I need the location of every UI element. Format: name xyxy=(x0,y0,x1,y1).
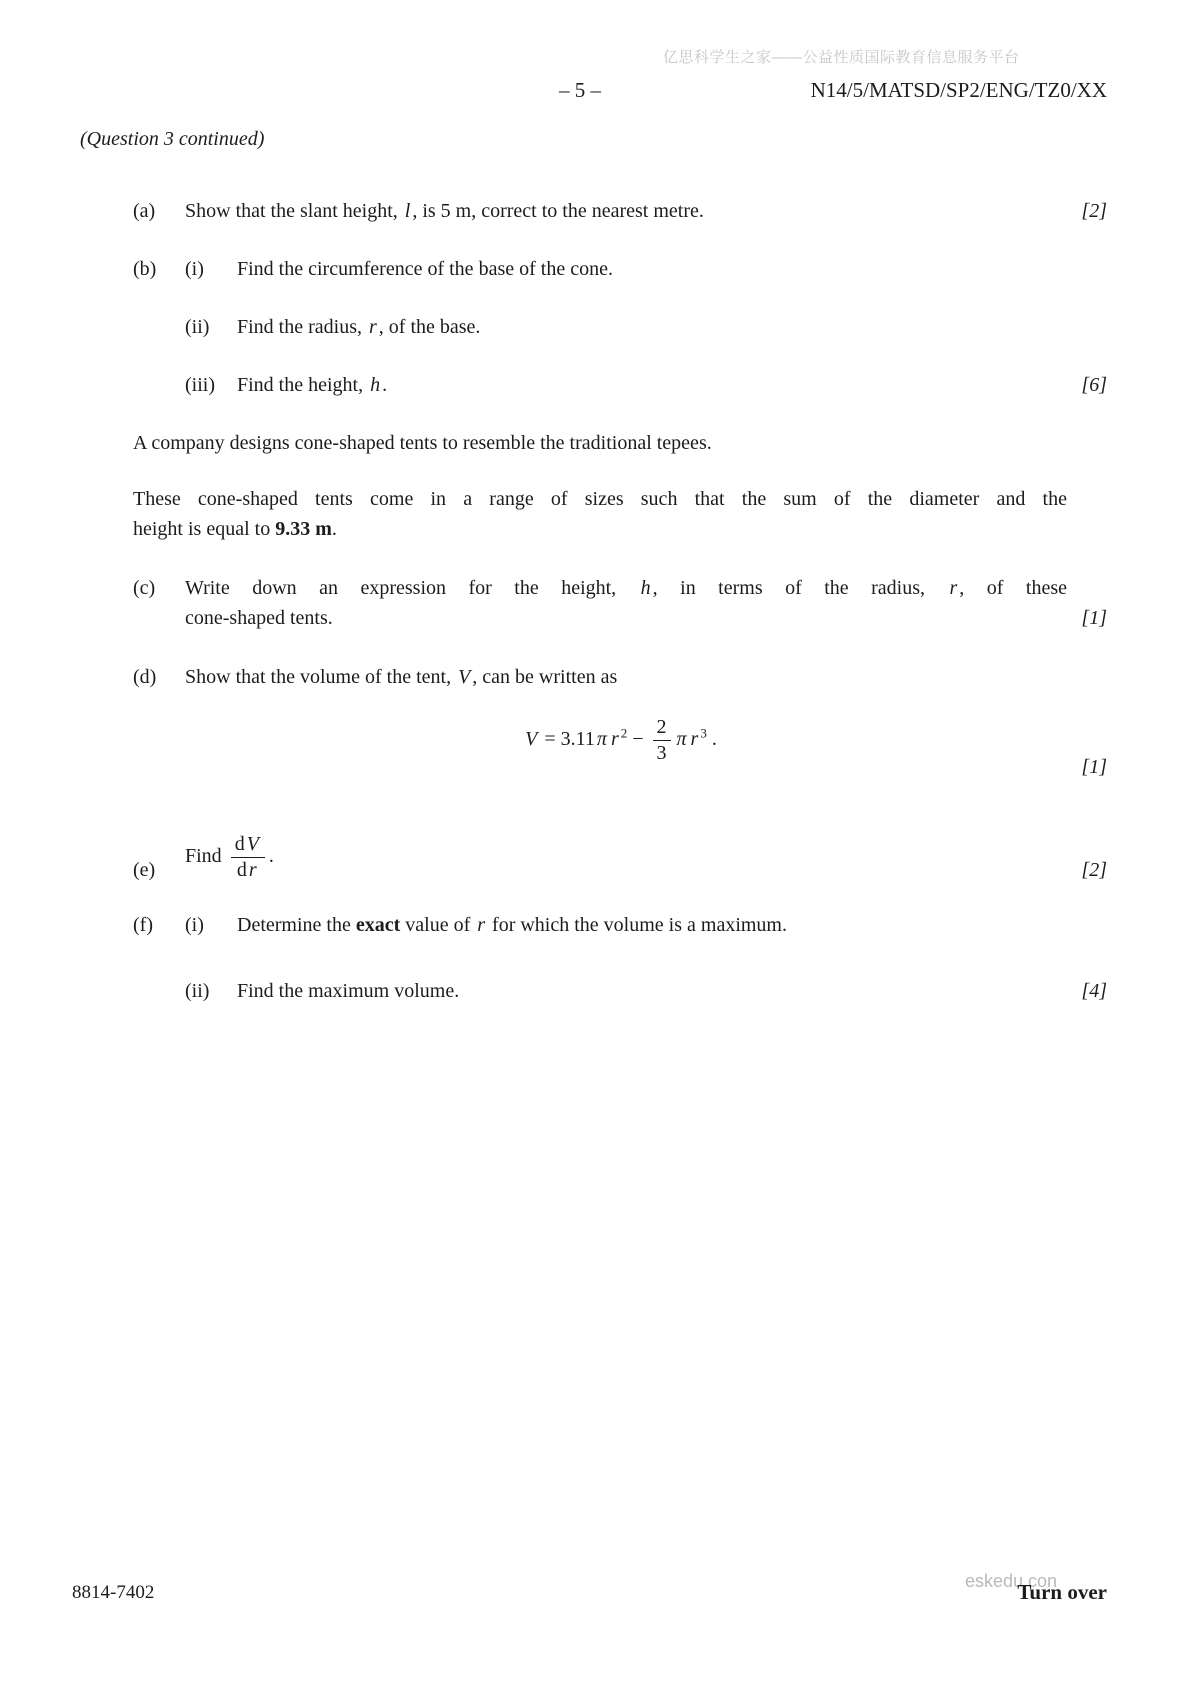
part-b-ii-text-post: , of the base. xyxy=(378,316,481,338)
part-c-var-r: r xyxy=(949,577,958,599)
part-f-marks: [4] xyxy=(1081,980,1107,1002)
part-d-label: (d) xyxy=(133,666,157,688)
part-b-i-row xyxy=(133,254,1107,284)
part-a-label: (a) xyxy=(133,200,156,222)
derivative-d-top: d xyxy=(234,833,245,855)
part-a-row xyxy=(133,196,1107,226)
part-c-marks: [1] xyxy=(1081,607,1107,629)
part-b-iii-label: (iii) xyxy=(185,374,215,396)
part-b-marks: [6] xyxy=(1081,374,1107,396)
part-f-ii-row xyxy=(133,976,1107,1006)
part-f-i-label: (i) xyxy=(185,914,204,936)
paragraph-sizes-line2 xyxy=(133,514,1107,544)
part-b-iii-text xyxy=(237,370,1107,400)
part-c-text-line2: cone-shaped tents. xyxy=(185,607,333,629)
part-a-var-l: l xyxy=(404,200,411,222)
paragraph-sizes-line2-pre: height is equal to xyxy=(133,518,276,540)
part-c-text-mid: , in terms of the radius, xyxy=(652,577,948,599)
formula-var-r-1: r xyxy=(610,728,619,751)
formula-pi-1: π xyxy=(596,728,607,751)
footer-paper-ref: 8814-7402 xyxy=(72,1582,155,1603)
derivative-denominator xyxy=(231,858,265,882)
formula-var-v: V xyxy=(525,728,538,751)
fraction-denominator: 3 xyxy=(656,742,667,764)
paragraph-sizes xyxy=(133,484,1107,544)
derivative-d-bottom: d xyxy=(236,859,247,881)
part-f-i-row xyxy=(133,910,1107,940)
part-c-row xyxy=(133,573,1107,633)
part-d-var-v: V xyxy=(458,666,471,688)
page-number: – 5 – xyxy=(559,78,601,102)
part-b-i-text: Find the circumference of the base of the cone. xyxy=(237,258,613,280)
part-c-var-h: h xyxy=(640,577,651,599)
formula-period: . xyxy=(706,728,717,751)
paper-code: N14/5/MATSD/SP2/ENG/TZ0/XX xyxy=(810,78,1107,102)
formula-fraction xyxy=(653,716,671,765)
formula-minus: − xyxy=(627,728,649,751)
part-d-text-post: , can be written as xyxy=(472,666,618,688)
derivative-var-r: r xyxy=(248,859,257,881)
derivative-var-v: V xyxy=(246,833,259,855)
derivative-fraction xyxy=(231,833,265,882)
part-f-ii-text: Find the maximum volume. xyxy=(237,980,460,1002)
header-watermark: 亿思科学生之家——公益性质国际教育信息服务平台 xyxy=(663,49,1020,66)
part-a-text-post: , is 5 m, correct to the nearest metre. xyxy=(412,200,704,222)
continuation-note: (Question 3 continued) xyxy=(80,128,265,150)
part-b-label: (b) xyxy=(133,258,157,280)
part-c-text-post: , of these xyxy=(959,577,1068,599)
part-d-row xyxy=(133,662,1107,692)
part-e-marks: [2] xyxy=(1081,859,1107,881)
part-c-text-pre: Write down an expression for the height, xyxy=(185,577,639,599)
part-f-i-text-post: for which the volume is a maximum. xyxy=(487,914,787,936)
part-f-i-text-pre: Determine the xyxy=(237,914,356,936)
part-a-text-pre: Show that the slant height, xyxy=(185,200,403,222)
part-b-iii-text-post: . xyxy=(382,374,388,396)
turn-over-label: Turn over xyxy=(1017,1580,1107,1604)
formula-exponent-3: 3 xyxy=(700,725,707,741)
part-e-text-pre: Find xyxy=(185,845,222,868)
part-c-label: (c) xyxy=(133,577,156,599)
formula-pi-2: π xyxy=(676,728,687,751)
part-f-i-exact: exact xyxy=(355,914,401,936)
part-f-i-var-r: r xyxy=(477,914,486,936)
paragraph-sizes-line2-post: . xyxy=(331,518,337,540)
part-e-period: . xyxy=(268,845,274,868)
fraction-numerator: 2 xyxy=(653,716,671,741)
part-c-text-line1 xyxy=(185,573,1067,603)
part-b-ii-row xyxy=(133,312,1107,342)
part-e-row xyxy=(133,833,1107,882)
part-f-ii-label: (ii) xyxy=(185,980,210,1002)
part-b-iii-row xyxy=(133,370,1107,400)
derivative-numerator xyxy=(231,833,265,858)
part-a-text xyxy=(185,196,1107,226)
part-b-iii-text-pre: Find the height, xyxy=(237,374,369,396)
volume-formula xyxy=(523,716,717,764)
part-d-marks: [1] xyxy=(1081,756,1107,778)
formula-coefficient: 3.11 xyxy=(560,728,595,751)
part-d-text-pre: Show that the volume of the tent, xyxy=(185,666,457,688)
part-f-i-text-mid: value of xyxy=(400,914,476,936)
sum-value: 9.33 m xyxy=(275,518,332,540)
paragraph-tepees: A company designs cone-shaped tents to resemble the traditional tepees. xyxy=(133,432,712,454)
formula-equals: = xyxy=(539,728,561,751)
footer-watermark: eskedu.con xyxy=(965,1571,1058,1591)
part-a-marks: [2] xyxy=(1081,200,1107,222)
part-b-i-label: (i) xyxy=(185,258,204,280)
part-e-label: (e) xyxy=(133,859,156,881)
part-f-i-text xyxy=(237,910,1107,940)
part-b-ii-var-r: r xyxy=(369,316,377,338)
part-b-ii-text-pre: Find the radius, xyxy=(237,316,367,338)
part-f-label: (f) xyxy=(133,914,153,936)
formula-exponent-2: 2 xyxy=(620,725,628,741)
formula-var-r-2: r xyxy=(690,728,699,751)
volume-formula-row xyxy=(133,716,1107,778)
part-b-ii-text xyxy=(237,312,1107,342)
part-b-iii-var-h: h xyxy=(370,374,381,396)
paragraph-sizes-line1: These cone-shaped tents come in a range of sizes such that the sum of the diameter and the xyxy=(133,488,1067,510)
part-d-text xyxy=(185,662,1107,692)
part-e-text xyxy=(185,833,1107,882)
part-b-ii-label: (ii) xyxy=(185,316,210,338)
